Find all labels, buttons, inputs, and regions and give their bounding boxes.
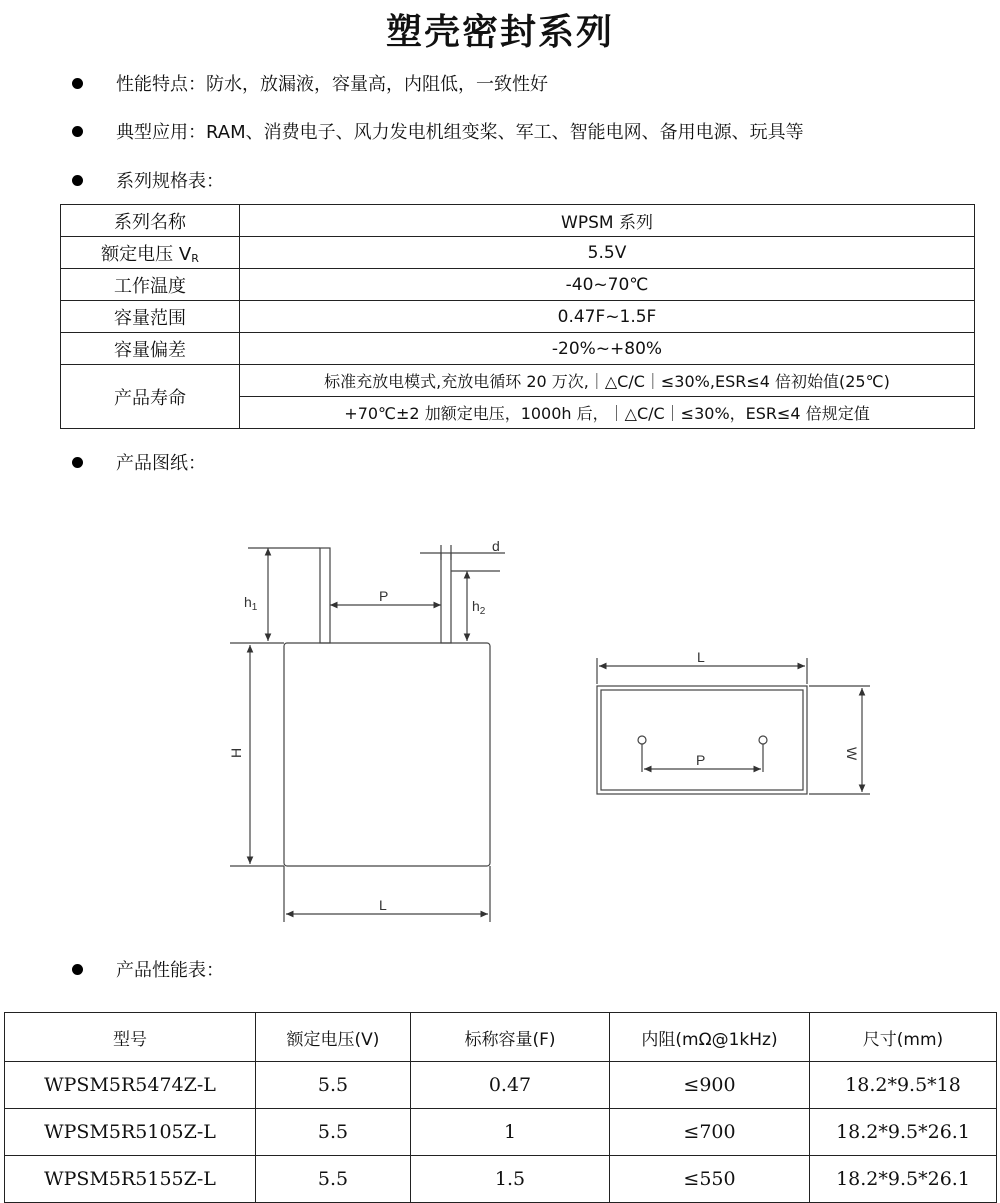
table-row [5, 1156, 997, 1203]
features-text: 性能特点：防水，放漏液，容量高，内阻低，一致性好 [116, 74, 548, 95]
capacity-cell: 0.47 [411, 1062, 610, 1109]
voltage-cell: 5.5 [256, 1062, 411, 1109]
dim-h1-label: $h_1$ [244, 594, 258, 613]
dim-h2-label: $h_2$ [472, 598, 486, 617]
spec-label: 容量偏差 [61, 333, 240, 365]
dim-p-top-label: P [696, 752, 706, 768]
voltage-cell: 5.5 [256, 1109, 411, 1156]
column-header: 内阻(mΩ@1kHz) [610, 1013, 810, 1062]
spec-value: 标准充放电模式,充放电循环 20 万次,｜△C/C｜≤30%,ESR≤4 倍初始值(25℃) [240, 365, 975, 397]
dim-l-label: L [379, 897, 387, 913]
dim-l-top-label: L [697, 649, 705, 665]
model-cell: WPSM5R5474Z-L [5, 1062, 256, 1109]
capacity-cell: 1 [411, 1109, 610, 1156]
esr-cell: ≤550 [610, 1156, 810, 1203]
spec-value: 0.47F~1.5F [240, 301, 975, 333]
spec-value: WPSM 系列 [240, 205, 975, 237]
table-header-row [5, 1013, 997, 1062]
top-view-inner [601, 690, 803, 790]
table-row [5, 1062, 997, 1109]
spec-label: 容量范围 [61, 301, 240, 333]
spec-label-subscript: R [191, 251, 199, 265]
column-header: 尺寸(mm) [810, 1013, 997, 1062]
top-view-outline [597, 686, 807, 794]
spec-heading: 系列规格表： [116, 171, 224, 192]
performance-table [4, 1012, 997, 1203]
column-header: 额定电压(V) [256, 1013, 411, 1062]
dim-w-label: W [844, 747, 860, 761]
column-header: 标称容量(F) [411, 1013, 610, 1062]
page-title: 塑壳密封系列 [385, 12, 614, 53]
spec-label: 产品寿命 [61, 365, 240, 429]
spec-value: +70℃±2 加额定电压，1000h 后，｜△C/C｜≤30%，ESR≤4 倍规定值 [240, 397, 975, 429]
dim-d-label: d [492, 538, 500, 554]
perf-heading-bullet [72, 955, 224, 983]
size-cell: 18.2*9.5*26.1 [810, 1156, 997, 1203]
esr-cell: ≤700 [610, 1109, 810, 1156]
lead-right [441, 553, 451, 643]
spec-value: 5.5V [240, 237, 975, 269]
capacity-cell: 1.5 [411, 1156, 610, 1203]
spec-value: -20%~+80% [240, 333, 975, 365]
capacitor-body [284, 643, 490, 866]
pin-hole-left [638, 736, 646, 744]
spec-value: -40~70℃ [240, 269, 975, 301]
size-cell: 18.2*9.5*18 [810, 1062, 997, 1109]
applications-text: 典型应用：RAM、消费电子、风力发电机组变桨、军工、智能电网、备用电源、玩具等 [116, 122, 804, 143]
drawing-heading: 产品图纸： [116, 453, 206, 474]
model-cell: WPSM5R5105Z-L [5, 1109, 256, 1156]
column-header: 型号 [5, 1013, 256, 1062]
voltage-cell: 5.5 [256, 1156, 411, 1203]
bullet-dot-icon [72, 964, 83, 975]
esr-cell: ≤900 [610, 1062, 810, 1109]
dim-h-label: H [228, 747, 244, 758]
spec-label-text: 额定电压 V [101, 243, 192, 265]
lead-left [320, 548, 330, 643]
spec-label: 工作温度 [61, 269, 240, 301]
perf-heading: 产品性能表： [116, 960, 224, 981]
pin-hole-right [759, 736, 767, 744]
dim-p-label: P [379, 588, 389, 604]
spec-label: 系列名称 [61, 205, 240, 237]
size-cell: 18.2*9.5*26.1 [810, 1109, 997, 1156]
model-cell: WPSM5R5155Z-L [5, 1156, 256, 1203]
table-row [5, 1109, 997, 1156]
